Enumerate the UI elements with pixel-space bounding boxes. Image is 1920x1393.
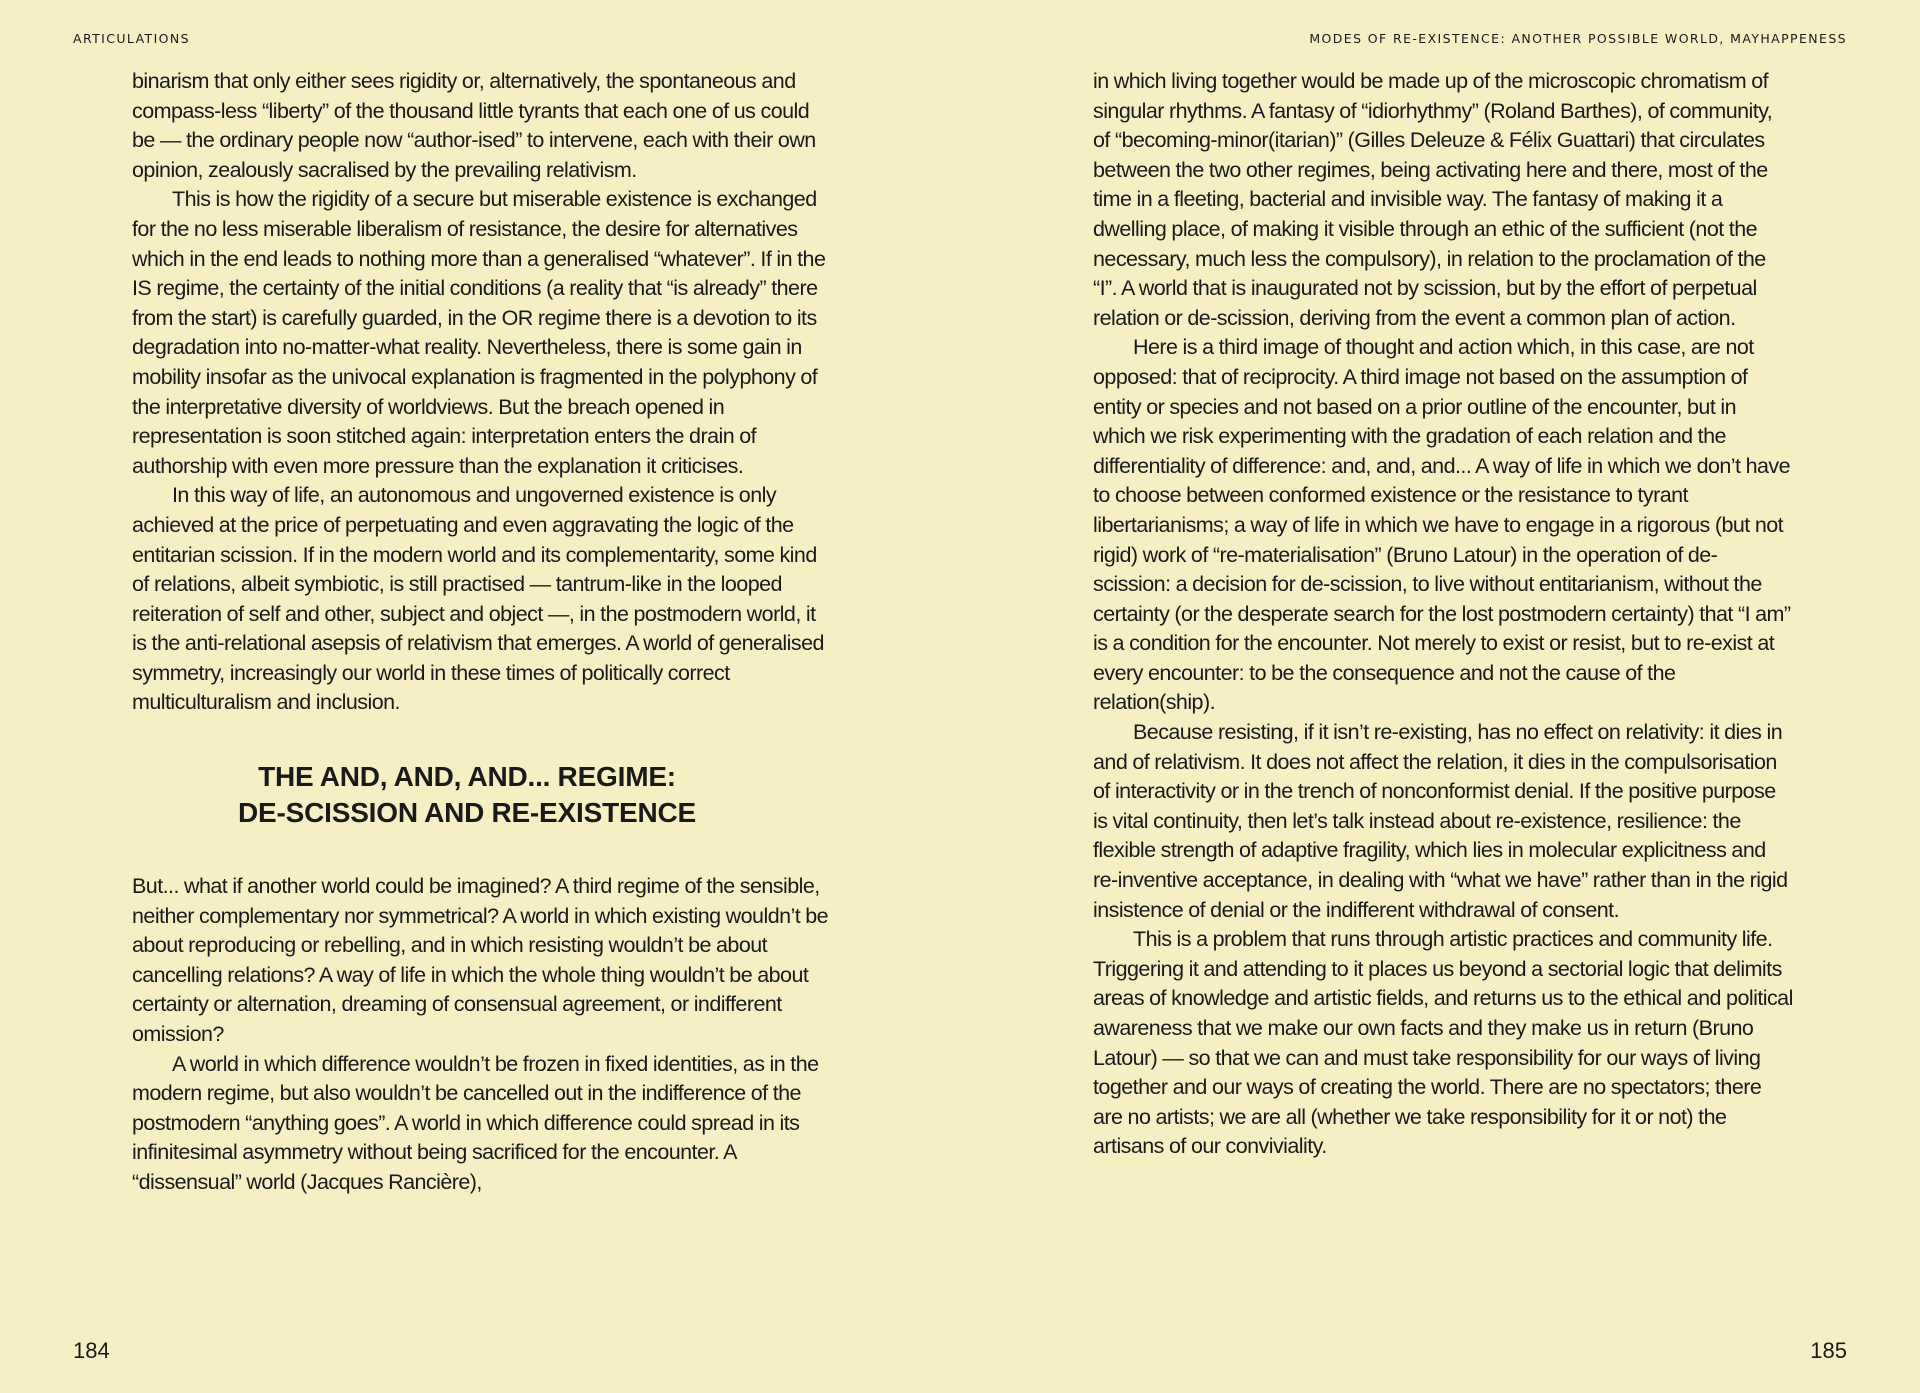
paragraph: This is a problem that runs through artistic practices and community life. Triggering it and attending to it places us beyond a sectorial logic that delimits areas of knowledge and artistic fields, and returns us to the ethical and political awareness that we make our own facts and they make us in return (Bruno Latour) — so that we can and must take responsibility for our ways of living together and our ways of creating the world. There are no spectators; there are no artists; we are all (whether we take responsibility for it or not) the artisans of our conviviality. [1093, 927, 1793, 1159]
left-page-text-column [132, 67, 832, 1198]
paragraph: This is how the rigidity of a secure but miserable existence is exchanged for the no less miserable liberalism of resistance, the desire for alternatives which in the end leads to nothing more than a generalised “whatever”. If in the IS regime, the certainty of the initial conditions (a reality that “is already” there from the start) is carefully guarded, in the OR regime there is a devotion to its degradation into no-matter-what reality. Nevertheless, there is some gain in mobility insofar as the univocal explanation is fragmented in the polyphony of the interpretative diversity of worldviews. But the breach opened in representation is soon stitched again: interpretation enters the drain of authorship with even more pressure than the explanation it criticises. [132, 187, 826, 478]
paragraph: in which living together would be made up of the microscopic chromatism of singular rhythms. A fantasy of “idiorhythmy” (Roland Barthes), of community, of “becoming-minor(itarian)” (Gilles Deleuze & Félix Guattari) that circulates between the two other regimes, being activating here and there, most of the time in a fleeting, bacterial and invisible way. The fantasy of making it a dwelling place, of making it visible through an ethic of the sufficient (not the necessary, much less the compulsory), in relation to the proclamation of the “I”. A world that is inaugurated not by scission, but by the effort of perpetual relation or de-scission, deriving from the event a common plan of action. [1093, 69, 1773, 330]
paragraph: Here is a third image of thought and action which, in this case, are not opposed: that of reciprocity. A third image not based on the assumption of entity or species and not based on a prior outline of the encounter, but in which we risk experimenting with the gradation of each relation and the differentiality of difference: and, and, and... A way of life in which we don’t have to choose between conformed existence or the resistance to tyrant libertarianisms; a way of life in which we have to engage in a rigorous (but not rigid) work of “re-materialisation” (Bruno Latour) in the operation of de-scission: a decision for de-scission, to live without entitarianism, without the certainty (or the desperate search for the lost postmodern certainty) that “I am” is a condition for the encounter. Not merely to exist or resist, but to re-exist at every encounter: to be the consequence and not the cause of the relation(ship). [1093, 335, 1791, 715]
running-head-left: ARTICULATIONS [73, 31, 191, 46]
paragraph: binarism that only either sees rigidity or, alternatively, the spontaneous and compass-less “liberty” of the thousand little tyrants that each one of us could be — the ordinary people now “author-ised” to intervene, each with their own opinion, zealously sacralised by the prevailing relativism. [132, 69, 816, 182]
paragraph: But... what if another world could be imagined? A third regime of the sensible, neither complementary nor symmetrical? A world in which existing wouldn’t be about reproducing or rebelling, and in which resisting wouldn’t be about cancelling relations? A way of life in which the whole thing wouldn’t be about certainty or alternation, dreaming of consensual agreement, or indifferent omission? [132, 874, 829, 1047]
paragraph: Because resisting, if it isn’t re-existing, has no effect on relativity: it dies in and of relativism. It does not affect the relation, it dies in the compulsorisation of interactivity or in the trench of nonconformist denial. If the positive purpose is vital continuity, then let’s talk instead about re-existence, resilience: the flexible strength of adaptive fragility, which lies in molecular explicitness and re-inventive acceptance, in dealing with “what we have” rather than in the rigid insistence of denial or the indifferent withdrawal of consent. [1093, 720, 1788, 922]
paragraph: A world in which difference wouldn’t be frozen in fixed identities, as in the modern regime, but also wouldn’t be cancelled out in the indifference of the postmodern “anything goes”. A world in which difference could spread in its infinitesimal asymmetry without being sacrificed for the encounter. A “dissensual” world (Jacques Rancière), [132, 1051, 819, 1194]
page-number-right: 185 [1810, 1338, 1847, 1363]
section-heading-line-1: THE AND, AND, AND... REGIME: [258, 761, 676, 793]
running-head-right: MODES OF RE-EXISTENCE: ANOTHER POSSIBLE WORLD, MAYHAPPENESS [1309, 31, 1847, 46]
section-heading-line-2: DE-SCISSION AND RE-EXISTENCE [238, 797, 696, 829]
page-number-left: 184 [73, 1338, 110, 1363]
paragraph: In this way of life, an autonomous and ungoverned existence is only achieved at the price of perpetuating and even aggravating the logic of the entitarian scission. If in the modern world and its complementarity, some kind of relations, albeit symbiotic, is still practised — tantrum-like in the looped reiteration of self and other, subject and object —, in the postmodern world, it is the anti-relational asepsis of relativism that emerges. A world of generalised symmetry, increasingly our world in these times of politically correct multiculturalism and inclusion. [132, 483, 824, 715]
section-heading [132, 759, 832, 831]
right-page-text-column [1093, 67, 1793, 1162]
